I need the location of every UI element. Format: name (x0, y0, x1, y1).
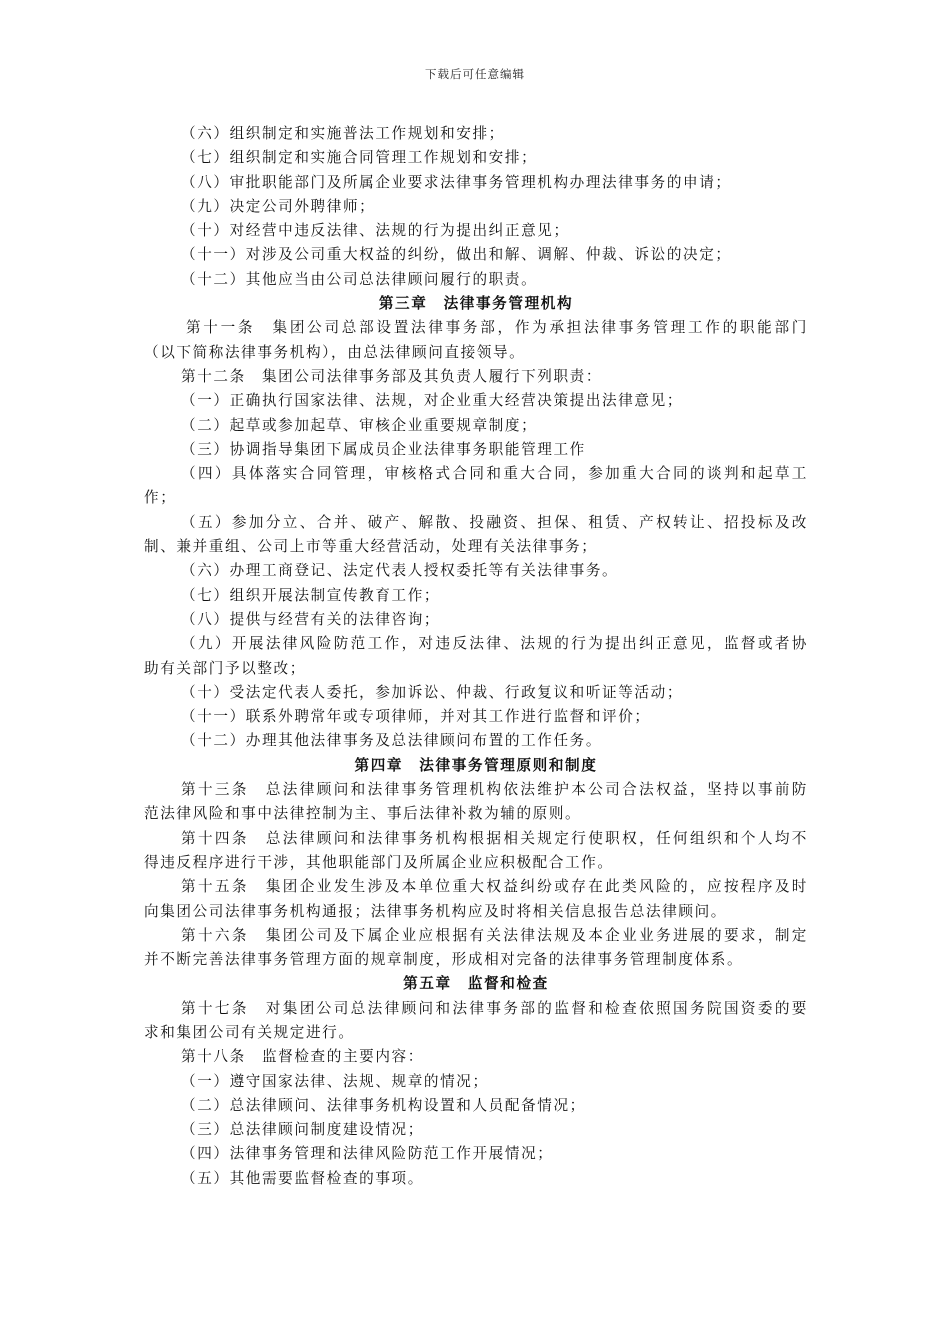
article-text: 向集团公司法律事务机构通报；法律事务机构应及时将相关信息报告总法律顾问。 (144, 902, 727, 920)
article-text: 第十六条 集团公司及下属企业应根据有关法律法规及本企业业务进展的要求，制定 (181, 926, 808, 944)
article-text: 第十七条 对集团公司总法律顾问和法律事务部的监督和检查依照国务院国资委的要 (181, 999, 808, 1017)
list-item: （九）开展法律风险防范工作，对违反法律、法规的行为提出纠正意见，监督或者协 (181, 635, 808, 653)
list-item: （八）提供与经营有关的法律咨询； (181, 610, 441, 628)
article-text: 第十四条 总法律顾问和法律事务机构根据相关规定行使职权，任何组织和个人均不 (181, 829, 808, 847)
list-item: （六）办理工商登记、法定代表人授权委托等有关法律事务。 (181, 562, 619, 580)
list-item: （十）对经营中违反法律、法规的行为提出纠正意见； (181, 222, 570, 240)
list-item: （一）遵守国家法律、法规、规章的情况； (181, 1072, 489, 1090)
chapter-heading: 第四章 法律事务管理原则和制度 (354, 756, 598, 774)
list-item: 制、兼并重组、公司上市等重大经营活动，处理有关法律事务； (144, 538, 598, 556)
list-item: （十）受法定代表人委托，参加诉讼、仲裁、行政复议和听证等活动； (181, 683, 684, 701)
article-text: 第十五条 集团企业发生涉及本单位重大权益纠纷或存在此类风险的，应按程序及时 (181, 878, 808, 896)
article-text: 第十二条 集团公司法律事务部及其负责人履行下列职责： (181, 367, 603, 385)
list-item: 助有关部门予以整改； (144, 659, 306, 677)
list-item: （十二）办理其他法律事务及总法律顾问布置的工作任务。 (181, 732, 603, 750)
article-text: 第十三条 总法律顾问和法律事务管理机构依法维护本公司合法权益，坚持以事前防 (181, 781, 808, 799)
article-text: 求和集团公司有关规定进行。 (144, 1023, 355, 1041)
list-item: 作； (144, 489, 177, 507)
list-item: （七）组织制定和实施合同管理工作规划和安排； (181, 149, 538, 167)
article-text: 第十一条 集团公司总部设置法律事务部，作为承担法律事务管理工作的职能部门 (186, 319, 808, 337)
list-item: （四）具体落实合同管理，审核格式合同和重大合同，参加重大合同的谈判和起草工 (181, 465, 808, 483)
list-item: （三）协调指导集团下属成员企业法律事务职能管理工作 (181, 440, 586, 458)
article-text: （以下简称法律事务机构），由总法律顾问直接领导。 (144, 343, 526, 361)
list-item: （二）总法律顾问、法律事务机构设置和人员配备情况； (181, 1096, 586, 1114)
list-item: （六）组织制定和实施普法工作规划和安排； (181, 125, 505, 142)
list-item: （七）组织开展法制宣传教育工作； (181, 586, 441, 604)
document-body (144, 122, 808, 1191)
list-item: （十一）联系外聘常年或专项律师，并对其工作进行监督和评价； (181, 708, 651, 726)
list-item: （三）总法律顾问制度建设情况； (181, 1121, 424, 1139)
list-item: （十一）对涉及公司重大权益的纠纷，做出和解、调解、仲裁、诉讼的决定； (181, 246, 732, 264)
chapter-heading: 第五章 监督和检查 (403, 975, 549, 993)
list-item: （九）决定公司外聘律师； (181, 197, 376, 215)
list-item: （五）其他需要监督检查的事项。 (181, 1169, 424, 1187)
list-item: （十二）其他应当由公司总法律顾问履行的职责。 (181, 270, 538, 288)
list-item: （一）正确执行国家法律、法规，对企业重大经营决策提出法律意见； (181, 392, 684, 410)
article-text: 得违反程序进行干涉，其他职能部门及所属企业应积极配合工作。 (144, 853, 614, 871)
article-text: 并不断完善法律事务管理方面的规章制度，形成相对完备的法律事务管理制度体系。 (144, 951, 744, 969)
chapter-heading: 第三章 法律事务管理机构 (378, 295, 574, 313)
article-text: 范法律风险和事中法律控制为主、事后法律补救为辅的原则。 (144, 805, 582, 823)
list-item: （五）参加分立、合并、破产、解散、投融资、担保、租赁、产权转让、招投标及改 (181, 513, 808, 531)
article-text: 第十八条 监督检查的主要内容： (181, 1048, 424, 1066)
list-item: （二）起草或参加起草、审核企业重要规章制度； (181, 416, 538, 434)
page-header: 下载后可任意编辑 (425, 67, 525, 81)
list-item: （四）法律事务管理和法律风险防范工作开展情况； (181, 1145, 554, 1163)
list-item: （八）审批职能部门及所属企业要求法律事务管理机构办理法律事务的申请； (181, 173, 732, 191)
